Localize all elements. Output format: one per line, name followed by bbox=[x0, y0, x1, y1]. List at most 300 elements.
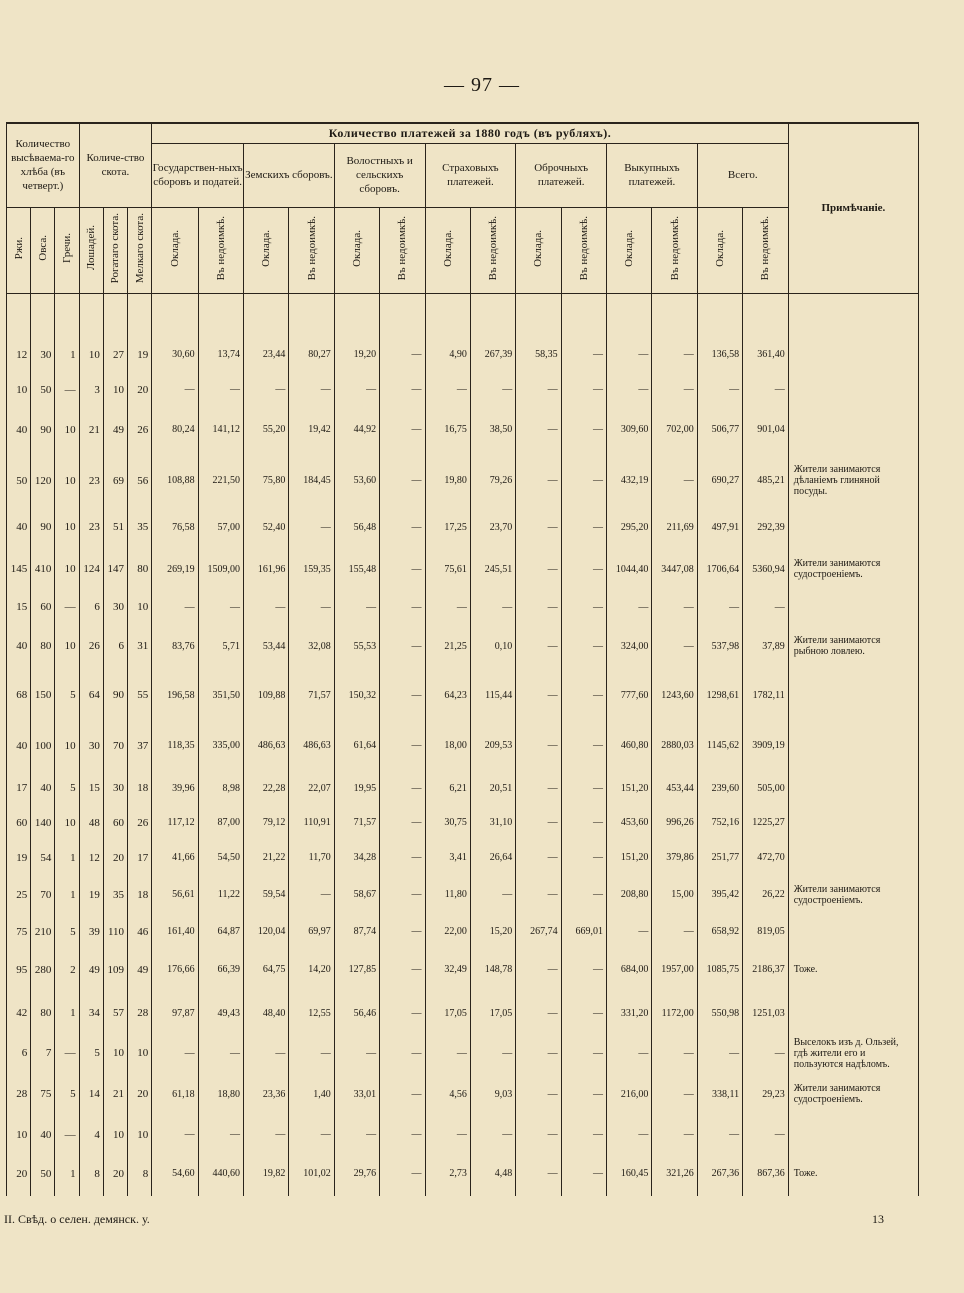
table-cell: 4,90 bbox=[425, 336, 470, 374]
table-cell: 13,74 bbox=[198, 336, 243, 374]
table-cell: 118,35 bbox=[152, 720, 198, 771]
table-cell: 75,61 bbox=[425, 547, 470, 591]
table-cell: 26 bbox=[128, 406, 152, 455]
table-cell: 120,04 bbox=[244, 915, 289, 949]
table-cell: 321,26 bbox=[652, 1151, 697, 1196]
table-cell: 30 bbox=[79, 720, 103, 771]
table-cell: 1,40 bbox=[289, 1071, 334, 1117]
row-note bbox=[788, 336, 918, 374]
table-row bbox=[7, 915, 919, 949]
row-note bbox=[788, 374, 918, 406]
table-cell: 10 bbox=[128, 1118, 152, 1152]
table-cell: 136,58 bbox=[697, 336, 742, 374]
footer-source: II. Свѣд. о селен. демянск. у. bbox=[4, 1212, 150, 1226]
table-cell: 55 bbox=[128, 670, 152, 721]
table-cell: 17 bbox=[128, 841, 152, 875]
table-row bbox=[7, 720, 919, 771]
table-cell: 11,22 bbox=[198, 875, 243, 915]
table-cell: 55,53 bbox=[334, 623, 379, 669]
table-cell: 819,05 bbox=[743, 915, 789, 949]
table-cell: 76,58 bbox=[152, 507, 198, 547]
table-cell: — bbox=[652, 623, 697, 669]
table-cell: 10 bbox=[55, 805, 79, 841]
table-cell: — bbox=[697, 1035, 742, 1071]
table-cell: — bbox=[516, 875, 561, 915]
table-cell: 66,39 bbox=[198, 949, 243, 991]
table-cell: 453,44 bbox=[652, 771, 697, 805]
table-cell: — bbox=[561, 1071, 606, 1117]
col-label: Оклада. bbox=[532, 229, 545, 267]
table-cell: — bbox=[516, 623, 561, 669]
table-cell: 20,51 bbox=[470, 771, 515, 805]
table-cell: — bbox=[561, 949, 606, 991]
table-cell: 15 bbox=[7, 591, 31, 623]
table-cell: 1 bbox=[55, 1151, 79, 1196]
table-cell: 23,70 bbox=[470, 507, 515, 547]
table-cell: 251,77 bbox=[697, 841, 742, 875]
col-label: Въ недоимкѣ. bbox=[396, 215, 409, 281]
table-cell: 151,20 bbox=[607, 771, 652, 805]
table-cell: 702,00 bbox=[652, 406, 697, 455]
table-cell: 5360,94 bbox=[743, 547, 789, 591]
table-cell: — bbox=[697, 591, 742, 623]
col-label: Въ недоимкѣ. bbox=[577, 215, 590, 281]
table-cell: 752,16 bbox=[697, 805, 742, 841]
col-header bbox=[470, 207, 515, 293]
table-cell: 70 bbox=[103, 720, 127, 771]
table-cell: — bbox=[607, 1118, 652, 1152]
table-cell: 777,60 bbox=[607, 670, 652, 721]
col-header bbox=[697, 207, 742, 293]
col-header bbox=[516, 207, 561, 293]
table-cell: — bbox=[652, 591, 697, 623]
table-row bbox=[7, 336, 919, 374]
table-cell: 53,60 bbox=[334, 454, 379, 507]
table-cell: 221,50 bbox=[198, 454, 243, 507]
table-cell: 12,55 bbox=[289, 991, 334, 1035]
table-cell: 3909,19 bbox=[743, 720, 789, 771]
table-cell: 19 bbox=[79, 875, 103, 915]
table-cell: 5 bbox=[55, 1071, 79, 1117]
table-cell: 15 bbox=[79, 771, 103, 805]
table-cell: 51 bbox=[103, 507, 127, 547]
table-cell: 497,91 bbox=[697, 507, 742, 547]
table-cell: — bbox=[380, 336, 425, 374]
table-cell: — bbox=[561, 841, 606, 875]
table-cell: 161,96 bbox=[244, 547, 289, 591]
table-cell: — bbox=[380, 720, 425, 771]
table-cell: — bbox=[198, 1035, 243, 1071]
col-header bbox=[7, 207, 31, 293]
table-cell: 5 bbox=[55, 771, 79, 805]
table-cell: 12 bbox=[79, 841, 103, 875]
table-cell: — bbox=[334, 1118, 379, 1152]
table-row bbox=[7, 406, 919, 455]
col-header bbox=[380, 207, 425, 293]
table-cell: 52,40 bbox=[244, 507, 289, 547]
table-cell: 19,20 bbox=[334, 336, 379, 374]
table-cell: 11,70 bbox=[289, 841, 334, 875]
table-cell: — bbox=[198, 374, 243, 406]
table-cell: 4,48 bbox=[470, 1151, 515, 1196]
table-cell: 269,19 bbox=[152, 547, 198, 591]
table-cell: 506,77 bbox=[697, 406, 742, 455]
table-cell: 453,60 bbox=[607, 805, 652, 841]
col-label: Оклада. bbox=[260, 229, 273, 267]
table-cell: 210 bbox=[31, 915, 55, 949]
table-cell: 209,53 bbox=[470, 720, 515, 771]
table-cell: — bbox=[607, 1035, 652, 1071]
table-cell: 27 bbox=[103, 336, 127, 374]
table-cell: 109 bbox=[103, 949, 127, 991]
table-cell: 486,63 bbox=[244, 720, 289, 771]
table-cell: 155,48 bbox=[334, 547, 379, 591]
table-cell: 19 bbox=[128, 336, 152, 374]
table-cell: 30,75 bbox=[425, 805, 470, 841]
table-cell: 3,41 bbox=[425, 841, 470, 875]
row-note bbox=[788, 720, 918, 771]
table-row bbox=[7, 623, 919, 669]
table-cell: 410 bbox=[31, 547, 55, 591]
table-cell: 1251,03 bbox=[743, 991, 789, 1035]
table-cell: 53,44 bbox=[244, 623, 289, 669]
table-cell: 10 bbox=[103, 1118, 127, 1152]
table-row bbox=[7, 591, 919, 623]
table-cell: — bbox=[289, 875, 334, 915]
col-label: Овса. bbox=[36, 235, 49, 261]
table-row bbox=[7, 1035, 919, 1071]
col-label: Рогатаго скота. bbox=[109, 212, 122, 284]
table-cell: — bbox=[470, 1118, 515, 1152]
table-cell: — bbox=[244, 374, 289, 406]
col-header bbox=[198, 207, 243, 293]
table-cell: — bbox=[697, 1118, 742, 1152]
table-cell: 40 bbox=[31, 771, 55, 805]
table-cell: 28 bbox=[7, 1071, 31, 1117]
table-cell: 97,87 bbox=[152, 991, 198, 1035]
col-header bbox=[425, 207, 470, 293]
table-cell: 80,24 bbox=[152, 406, 198, 455]
table-cell: 292,39 bbox=[743, 507, 789, 547]
table-cell: 37,89 bbox=[743, 623, 789, 669]
table-cell: — bbox=[244, 591, 289, 623]
table-cell: 10 bbox=[103, 374, 127, 406]
table-cell: 57 bbox=[103, 991, 127, 1035]
table-cell: 56 bbox=[128, 454, 152, 507]
table-cell: 30 bbox=[31, 336, 55, 374]
table-cell: 8,98 bbox=[198, 771, 243, 805]
table-cell: — bbox=[516, 805, 561, 841]
row-note bbox=[788, 406, 918, 455]
table-cell: 31,10 bbox=[470, 805, 515, 841]
table-cell: 108,88 bbox=[152, 454, 198, 507]
table-cell: 49 bbox=[79, 949, 103, 991]
table-row bbox=[7, 670, 919, 721]
table-cell: — bbox=[380, 406, 425, 455]
table-cell: 44,92 bbox=[334, 406, 379, 455]
table-cell: 159,35 bbox=[289, 547, 334, 591]
table-cell: — bbox=[380, 454, 425, 507]
col-label: Ржи. bbox=[12, 236, 25, 260]
table-cell: 486,63 bbox=[289, 720, 334, 771]
table-cell: 49 bbox=[103, 406, 127, 455]
table-cell: 57,00 bbox=[198, 507, 243, 547]
table-cell: 120 bbox=[31, 454, 55, 507]
table-cell: 10 bbox=[55, 406, 79, 455]
table-cell: — bbox=[561, 454, 606, 507]
table-cell: — bbox=[380, 507, 425, 547]
row-note: Тоже. bbox=[788, 949, 918, 991]
footer-sheet-number: 13 bbox=[872, 1212, 884, 1226]
table-cell: — bbox=[380, 841, 425, 875]
table-cell: — bbox=[198, 591, 243, 623]
table-cell: — bbox=[516, 670, 561, 721]
table-cell: 49 bbox=[128, 949, 152, 991]
table-cell: 141,12 bbox=[198, 406, 243, 455]
table-cell: — bbox=[380, 623, 425, 669]
table-cell: — bbox=[152, 591, 198, 623]
table-cell: 109,88 bbox=[244, 670, 289, 721]
table-cell: 10 bbox=[79, 336, 103, 374]
table-cell: — bbox=[516, 841, 561, 875]
table-cell: 5 bbox=[55, 670, 79, 721]
table-cell: — bbox=[380, 591, 425, 623]
table-cell: 1044,40 bbox=[607, 547, 652, 591]
pay-group-header: Выкупныхъ платежей. bbox=[607, 143, 698, 207]
table-cell: — bbox=[425, 1035, 470, 1071]
table-cell: 4 bbox=[79, 1118, 103, 1152]
table-cell: 5,71 bbox=[198, 623, 243, 669]
table-cell: 34,28 bbox=[334, 841, 379, 875]
table-cell: — bbox=[516, 1118, 561, 1152]
table-cell: 124 bbox=[79, 547, 103, 591]
table-cell: 32,08 bbox=[289, 623, 334, 669]
table-body bbox=[7, 293, 919, 1196]
table-cell: 23,36 bbox=[244, 1071, 289, 1117]
col-header bbox=[31, 207, 55, 293]
table-cell: — bbox=[516, 454, 561, 507]
table-cell: — bbox=[561, 406, 606, 455]
table-cell: 6 bbox=[79, 591, 103, 623]
col-header bbox=[152, 207, 198, 293]
row-note bbox=[788, 670, 918, 721]
table-cell: 100 bbox=[31, 720, 55, 771]
table-cell: 309,60 bbox=[607, 406, 652, 455]
table-cell: 10 bbox=[7, 374, 31, 406]
table-cell: 267,39 bbox=[470, 336, 515, 374]
table-cell: — bbox=[425, 591, 470, 623]
table-cell: — bbox=[380, 1151, 425, 1196]
table-cell: — bbox=[516, 949, 561, 991]
table-cell: 208,80 bbox=[607, 875, 652, 915]
table-cell: 50 bbox=[31, 1151, 55, 1196]
table-cell: — bbox=[289, 507, 334, 547]
table-cell: 64,23 bbox=[425, 670, 470, 721]
table-cell: 2 bbox=[55, 949, 79, 991]
table-cell: — bbox=[652, 1035, 697, 1071]
table-cell: 15,20 bbox=[470, 915, 515, 949]
row-note: Жители занимаются судостроеніемъ. bbox=[788, 547, 918, 591]
grain-header: Количество высѣваема-го хлѣба (въ четверт.) bbox=[7, 123, 80, 207]
table-cell: 2880,03 bbox=[652, 720, 697, 771]
table-cell: 160,45 bbox=[607, 1151, 652, 1196]
table-cell: 145 bbox=[7, 547, 31, 591]
table-cell: 21 bbox=[103, 1071, 127, 1117]
table-cell: — bbox=[607, 374, 652, 406]
table-cell: 18,80 bbox=[198, 1071, 243, 1117]
table-cell: 1172,00 bbox=[652, 991, 697, 1035]
table-cell: 1 bbox=[55, 336, 79, 374]
table-cell: 54,50 bbox=[198, 841, 243, 875]
table-cell: 80 bbox=[31, 623, 55, 669]
table-cell: — bbox=[380, 771, 425, 805]
table-cell: — bbox=[561, 623, 606, 669]
table-cell: 18 bbox=[128, 771, 152, 805]
table-cell: — bbox=[561, 875, 606, 915]
table-cell: 8 bbox=[128, 1151, 152, 1196]
row-note: Жители занимаются судостроеніемъ. bbox=[788, 1071, 918, 1117]
table-cell: 5 bbox=[79, 1035, 103, 1071]
table-cell: 75 bbox=[31, 1071, 55, 1117]
table-cell: — bbox=[561, 805, 606, 841]
table-cell: 38,50 bbox=[470, 406, 515, 455]
payments-header: Количество платежей за 1880 годъ (въ рубляхъ). bbox=[152, 123, 788, 143]
table-cell: 37 bbox=[128, 720, 152, 771]
table-cell: 80,27 bbox=[289, 336, 334, 374]
pay-group-header: Земскихъ сборовъ. bbox=[244, 143, 335, 207]
table-cell: — bbox=[561, 374, 606, 406]
table-cell: 19,95 bbox=[334, 771, 379, 805]
col-header bbox=[607, 207, 652, 293]
table-cell: 176,66 bbox=[152, 949, 198, 991]
pay-group-header: Волостныхъ и сельскихъ сборовъ. bbox=[334, 143, 425, 207]
table-cell: 7 bbox=[31, 1035, 55, 1071]
table-cell: 537,98 bbox=[697, 623, 742, 669]
table-cell: — bbox=[652, 374, 697, 406]
table-cell: — bbox=[244, 1035, 289, 1071]
table-cell: — bbox=[470, 591, 515, 623]
table-cell: — bbox=[380, 547, 425, 591]
table-cell: — bbox=[380, 805, 425, 841]
row-note: Жители занимаются дѣланіемъ глиняной посуды. bbox=[788, 454, 918, 507]
table-cell: — bbox=[561, 1151, 606, 1196]
table-row bbox=[7, 374, 919, 406]
table-cell: 42 bbox=[7, 991, 31, 1035]
table-cell: 23 bbox=[79, 507, 103, 547]
table-cell: 127,85 bbox=[334, 949, 379, 991]
table-cell: — bbox=[652, 915, 697, 949]
table-cell: — bbox=[561, 547, 606, 591]
table-cell: 39,96 bbox=[152, 771, 198, 805]
table-cell: 361,40 bbox=[743, 336, 789, 374]
table-cell: 211,69 bbox=[652, 507, 697, 547]
table-cell: 11,80 bbox=[425, 875, 470, 915]
table-cell: 20 bbox=[7, 1151, 31, 1196]
table-cell: 21 bbox=[79, 406, 103, 455]
table-cell: — bbox=[516, 591, 561, 623]
table-cell: — bbox=[425, 1118, 470, 1152]
col-label: Въ недоимкѣ. bbox=[668, 215, 681, 281]
col-header bbox=[561, 207, 606, 293]
table-cell: 87,74 bbox=[334, 915, 379, 949]
table-cell: — bbox=[289, 1035, 334, 1071]
table-cell: 39 bbox=[79, 915, 103, 949]
table-cell: 61,18 bbox=[152, 1071, 198, 1117]
col-header bbox=[79, 207, 103, 293]
table-cell: 14 bbox=[79, 1071, 103, 1117]
table-cell: 54 bbox=[31, 841, 55, 875]
table-cell: 71,57 bbox=[289, 670, 334, 721]
table-cell: 90 bbox=[31, 406, 55, 455]
table-cell: 20 bbox=[103, 841, 127, 875]
table-cell: 110 bbox=[103, 915, 127, 949]
table-cell: 61,64 bbox=[334, 720, 379, 771]
col-label: Лошадей. bbox=[85, 225, 98, 271]
pay-group-header: Всего. bbox=[697, 143, 788, 207]
table-cell: 690,27 bbox=[697, 454, 742, 507]
row-note bbox=[788, 841, 918, 875]
table-cell: 19,82 bbox=[244, 1151, 289, 1196]
table-cell: 75 bbox=[7, 915, 31, 949]
table-cell: 26,22 bbox=[743, 875, 789, 915]
table-cell: 60 bbox=[7, 805, 31, 841]
table-cell: 338,11 bbox=[697, 1071, 742, 1117]
table-cell: — bbox=[561, 1118, 606, 1152]
table-cell: — bbox=[334, 374, 379, 406]
col-header bbox=[55, 207, 79, 293]
table-cell: 21,22 bbox=[244, 841, 289, 875]
table-cell: 324,00 bbox=[607, 623, 652, 669]
table-cell: 60 bbox=[31, 591, 55, 623]
table-cell: 33,01 bbox=[334, 1071, 379, 1117]
table-cell: 110,91 bbox=[289, 805, 334, 841]
table-row bbox=[7, 991, 919, 1035]
table-cell: — bbox=[289, 374, 334, 406]
table-cell: 29,23 bbox=[743, 1071, 789, 1117]
table-cell: 60 bbox=[103, 805, 127, 841]
row-note bbox=[788, 771, 918, 805]
table-cell: — bbox=[55, 374, 79, 406]
table-cell: 505,00 bbox=[743, 771, 789, 805]
table-cell: — bbox=[289, 591, 334, 623]
cattle-header: Количе-ство скота. bbox=[79, 123, 152, 207]
pay-group-header: Государствен-ныхъ сборовъ и податей. bbox=[152, 143, 244, 207]
col-label: Гречи. bbox=[61, 233, 74, 263]
table-cell: 8 bbox=[79, 1151, 103, 1196]
table-cell: 70 bbox=[31, 875, 55, 915]
table-row bbox=[7, 771, 919, 805]
table-cell: 1 bbox=[55, 841, 79, 875]
row-note bbox=[788, 507, 918, 547]
col-header bbox=[289, 207, 334, 293]
table-cell: 50 bbox=[31, 374, 55, 406]
table-cell: 101,02 bbox=[289, 1151, 334, 1196]
col-label: Оклада. bbox=[623, 229, 636, 267]
table-row bbox=[7, 1071, 919, 1117]
row-note: Выселокъ изъ д. Ользей, гдѣ жители его и пользуются надѣломъ. bbox=[788, 1035, 918, 1071]
table-cell: 80 bbox=[31, 991, 55, 1035]
table-cell: 48 bbox=[79, 805, 103, 841]
table-cell: 32,49 bbox=[425, 949, 470, 991]
table-row bbox=[7, 805, 919, 841]
table-cell: 30 bbox=[103, 771, 127, 805]
table-cell: 5 bbox=[55, 915, 79, 949]
table-cell: 150 bbox=[31, 670, 55, 721]
table-cell: 3447,08 bbox=[652, 547, 697, 591]
table-cell: 0,10 bbox=[470, 623, 515, 669]
table-cell: — bbox=[652, 336, 697, 374]
col-label: Въ недоимкѣ. bbox=[487, 215, 500, 281]
